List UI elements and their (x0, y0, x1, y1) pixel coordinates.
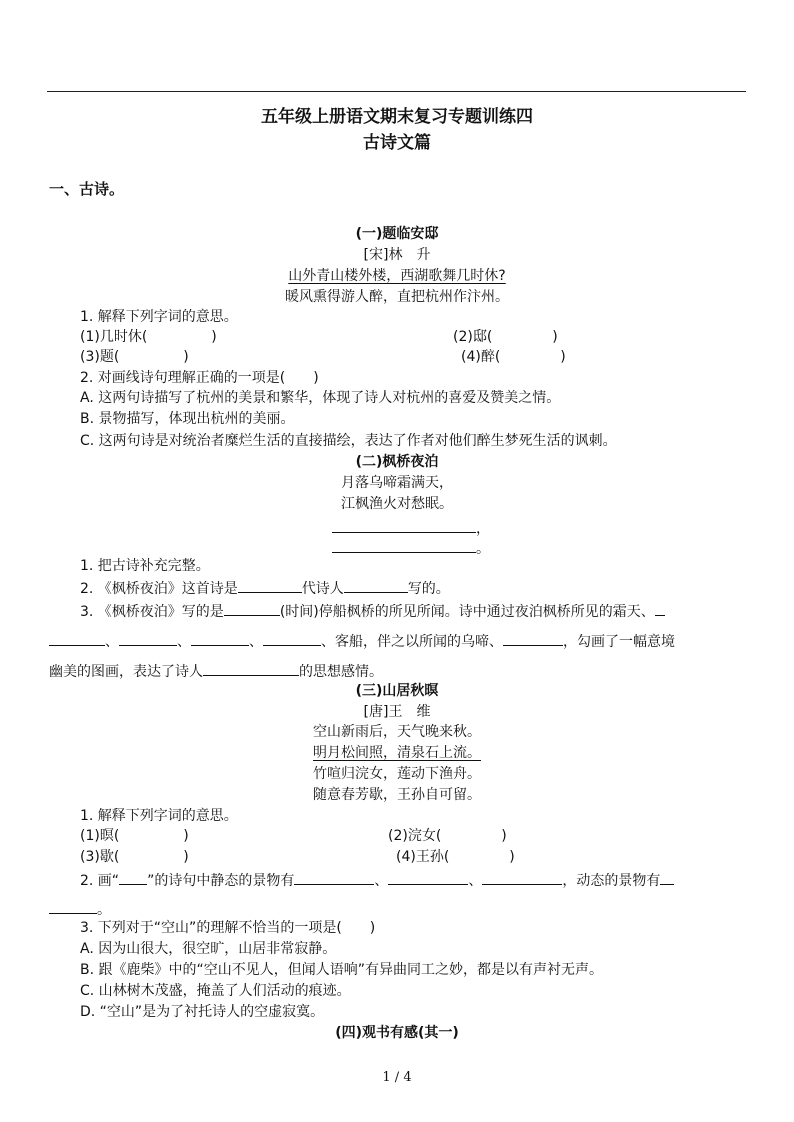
poem3-q3-option-c: C. 山林树木茂盛，掩盖了人们活动的痕迹。 (80, 983, 351, 999)
poem2-title: (二)枫桥夜泊 (355, 454, 439, 470)
poem3-q1-item1: (1)暝( ) (80, 828, 189, 844)
poem3-line4: 随意春芳歇，王孙自可留。 (313, 787, 481, 803)
header-rule (47, 91, 746, 92)
poem2-q3-line2: 、 、 、 、客船，伴之以所闻的乌啼、 ，勾画了一幅意境 (49, 631, 675, 651)
page-number: 1 / 4 (382, 1070, 412, 1085)
poem3-q1-item4: (4)王孙( ) (396, 849, 515, 865)
poem2-line2: 江枫渔火对愁眠。 (341, 496, 453, 512)
poem3-title: (三)山居秋暝 (355, 683, 439, 699)
poem1-q2-option-b: B. 景物描写，体现出杭州的美丽。 (80, 411, 295, 427)
poem3-q2-line2: 。 (49, 899, 111, 919)
poem2-blank-line2: 。 (332, 538, 490, 558)
poem1-q2-option-a: A. 这两句诗描写了杭州的美景和繁华，体现了诗人对杭州的喜爱及赞美之情。 (80, 390, 561, 406)
poem3-line1: 空山新雨后，天气晚来秋。 (313, 724, 481, 740)
page-subtitle: 古诗文篇 (363, 133, 431, 153)
poem1-q2-option-c: C. 这两句诗是对统治者糜烂生活的直接描绘，表达了作者对他们醉生梦死生活的讽刺。 (80, 433, 617, 449)
poem1-line2: 暖风熏得游人醉，直把杭州作汴州。 (285, 289, 509, 305)
poem3-q3-option-b: B. 跟《鹿柴》中的“空山不见人，但闻人语响”有异曲同工之妙，都是以有声衬无声。 (80, 962, 604, 978)
poem2-q1: 1. 把古诗补充完整。 (80, 558, 210, 574)
poem3-q3: 3. 下列对于“空山”的理解不恰当的一项是( ) (80, 920, 376, 936)
poem3-q1: 1. 解释下列字词的意思。 (80, 808, 238, 824)
poem2-blank-line1: ， (332, 518, 490, 538)
poem1-q1-item4: (4)醉( ) (461, 349, 566, 365)
poem2-q3-line3: 幽美的图画，表达了诗人 的思想感情。 (49, 661, 383, 681)
poem1-q1-item3: (3)题( ) (80, 349, 189, 365)
poem3-q1-item3: (3)歇( ) (80, 849, 189, 865)
poem1-q1-item2: (2)邸( ) (453, 329, 558, 345)
poem3-q1-item2: (2)浣女( ) (388, 828, 507, 844)
poem1-title: (一)题临安邸 (355, 226, 439, 242)
section-heading: 一、古诗。 (49, 180, 125, 198)
poem3-q3-option-a: A. 因为山很大，很空旷，山居非常寂静。 (80, 941, 337, 957)
poem1-q2: 2. 对画线诗句理解正确的一项是( ) (80, 370, 319, 386)
poem2-q3-line1: 3. 《枫桥夜泊》写的是 (时间)停船枫桥的所见所闻。诗中通过夜泊枫桥所见的霜天、 (80, 601, 665, 621)
poem1-line1 (0, 267, 794, 285)
poem3-line2 (0, 744, 794, 762)
poem1-q1: 1. 解释下列字词的意思。 (80, 309, 238, 325)
poem1-q1-item1: (1)几时休( ) (80, 329, 217, 345)
poem3-line2-text: 明月松间照，清泉石上流。 (313, 745, 481, 761)
poem2-q2: 2. 《枫桥夜泊》这首诗是 代诗人 写的。 (80, 578, 450, 598)
poem4-title: (四)观书有感(其一) (335, 1025, 459, 1041)
poem3-author: [唐]王 维 (363, 704, 431, 720)
poem3-line3: 竹喧归浣女，莲动下渔舟。 (313, 766, 481, 782)
poem3-q3-option-d: D. “空山”是为了衬托诗人的空虚寂寞。 (80, 1004, 325, 1020)
poem2-line1: 月落乌啼霜满天， (341, 475, 453, 491)
page-title: 五年级上册语文期末复习专题训练四 (261, 107, 533, 127)
poem1-author: [宋]林 升 (363, 247, 431, 263)
poem3-q2-line1: 2. 画“ ”的诗句中静态的景物有 、 、 ，动态的景物有 (80, 870, 674, 890)
poem1-line1-text: 山外青山楼外楼，西湖歌舞几时休? (288, 268, 506, 284)
